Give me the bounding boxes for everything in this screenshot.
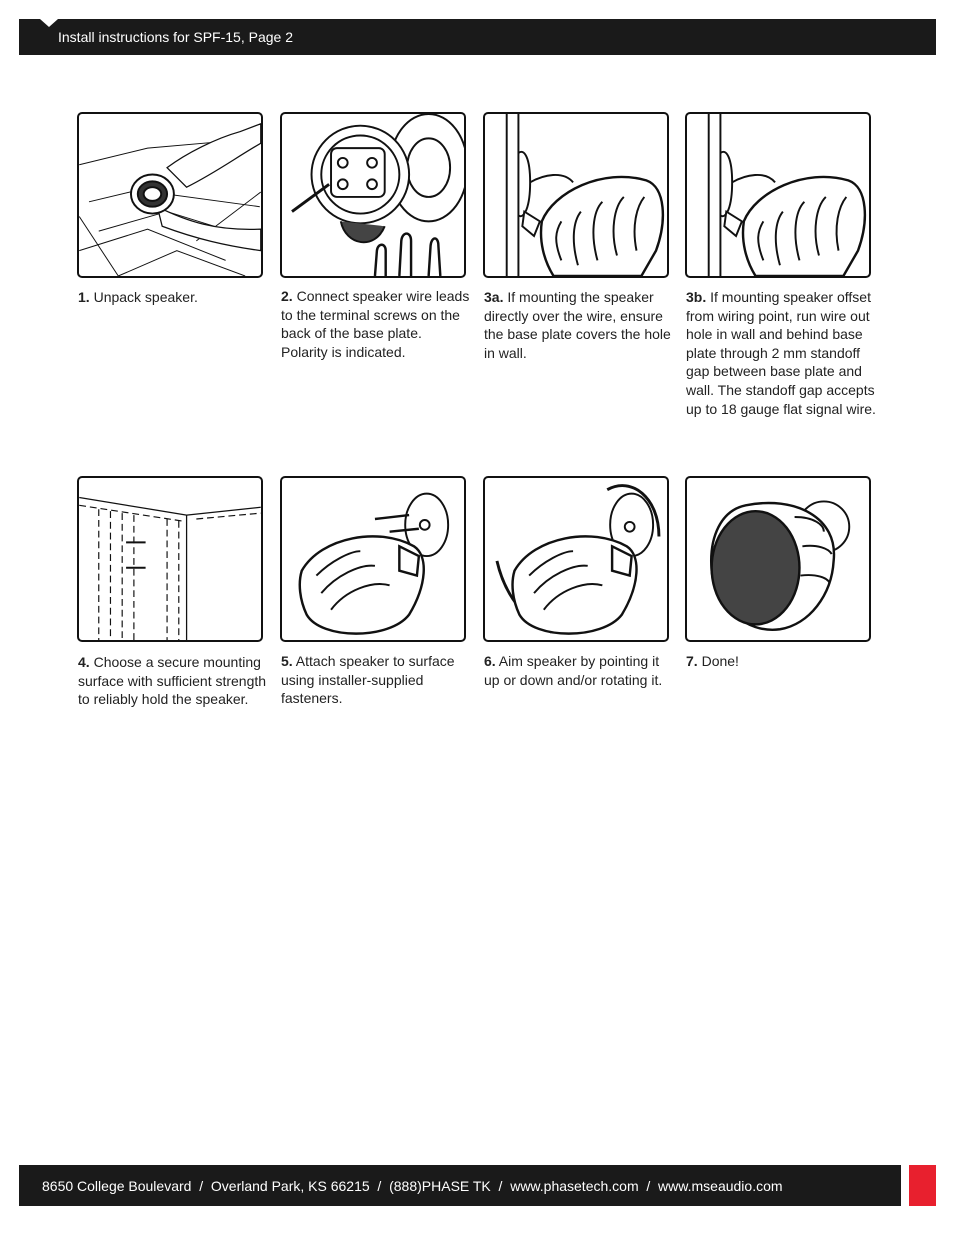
done-illustration: [687, 478, 869, 640]
step-3a-caption: [484, 288, 674, 362]
step-1-image: [77, 112, 263, 278]
step-4-text: Choose a secure mounting surface with sufficient strength to reliably hold the speaker.: [78, 654, 267, 708]
step-4-image: [77, 476, 263, 642]
footer-accent-block: [909, 1165, 936, 1206]
step-3b-caption: [686, 288, 876, 418]
step-3b-text: If mounting speaker offset from wiring point, run wire out hole in wall and behind base plate through 2 mm standoff gap between base plate and wall. The standoff gap accepts up to 18 gauge flat signal wire.: [686, 289, 876, 417]
step-6-number: 6.: [484, 653, 496, 669]
terminal-wiring-illustration: [282, 114, 464, 276]
mount-offset-illustration: [687, 114, 869, 276]
step-2-caption: [281, 287, 471, 361]
step-3a-image: [483, 112, 669, 278]
step-3b-number: 3b.: [686, 289, 707, 305]
step-6-caption: [484, 652, 674, 689]
step-1-number: 1.: [78, 289, 90, 305]
step-7-caption: [686, 652, 876, 671]
step-4-caption: [78, 653, 268, 709]
mount-over-wire-illustration: [485, 114, 667, 276]
step-1-caption: [78, 288, 268, 307]
step-5-text: Attach speaker to surface using installer-supplied fasteners.: [281, 653, 455, 707]
step-7-text: Done!: [697, 653, 739, 669]
step-7-number: 7.: [686, 653, 698, 669]
aim-speaker-illustration: [485, 478, 667, 640]
step-4-number: 4.: [78, 654, 90, 670]
step-5-number: 5.: [281, 653, 293, 669]
page-title: Install instructions for SPF-15, Page 2: [58, 29, 293, 45]
step-6-text: Aim speaker by pointing it up or down and/or rotating it.: [484, 653, 663, 688]
step-7-image: [685, 476, 871, 642]
step-3b-image: [685, 112, 871, 278]
step-5-caption: [281, 652, 471, 708]
fasteners-illustration: [282, 478, 464, 640]
step-5-image: [280, 476, 466, 642]
unpack-illustration: [79, 114, 261, 276]
step-6-image: [483, 476, 669, 642]
header-notch: [40, 19, 58, 27]
step-2-number: 2.: [281, 288, 293, 304]
step-3a-text: If mounting the speaker directly over the wire, ensure the base plate covers the hole in wall.: [484, 289, 671, 361]
step-2-image: [280, 112, 466, 278]
step-3a-number: 3a.: [484, 289, 504, 305]
step-2-text: Connect speaker wire leads to the terminal screws on the back of the base plate. Polarity is indicated.: [281, 288, 470, 360]
mounting-surface-illustration: [79, 478, 261, 640]
step-1-text: Unpack speaker.: [89, 289, 198, 305]
footer-contact: 8650 College Boulevard / Overland Park, KS 66215 / (888)PHASE TK / www.phasetech.com / www.mseaudio.com: [42, 1178, 783, 1194]
